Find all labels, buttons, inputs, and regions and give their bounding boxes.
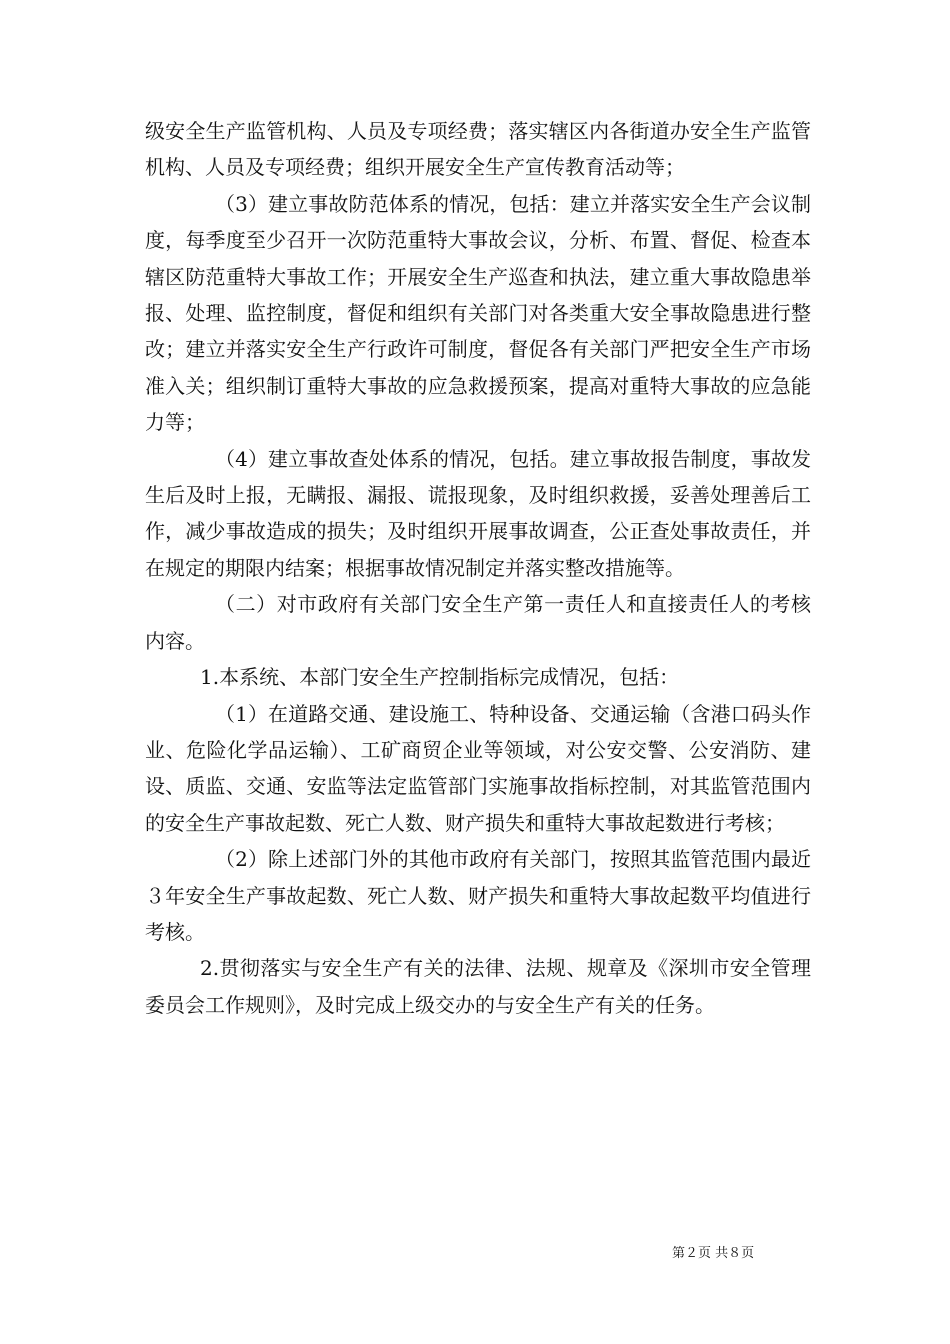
page-number: 第２页 共８页	[672, 1246, 755, 1261]
paragraph-2: （3）建立事故防范体系的情况，包括：建立并落实安全生产会议制度，每季度至少召开一次防范重特大事故会议，分析、布置、督促、检查本辖区防范重特大事故工作；开展安全生产巡查和执法，建立重大事故隐患举报、处理、监控制度，督促和组织有关部门对各类重大安全事故隐患进行整改；建立并落实安全生产行政许可制度，督促各有关部门严把安全生产市场准入关；组织制订重特大事故的应急救援预案，提高对重特大事故的应急能力等；	[145, 191, 811, 435]
paragraph-4: （二）对市政府有关部门安全生产第一责任人和直接责任人的考核内容。	[145, 592, 811, 653]
paragraph-3: （4）建立事故查处体系的情况，包括。建立事故报告制度，事故发生后及时上报，无瞒报、漏报、谎报现象，及时组织救援，妥善处理善后工作，减少事故造成的损失；及时组织开展事故调查，公正查处事故责任，并在规定的期限内结案；根据事故情况制定并落实整改措施等。	[145, 446, 811, 580]
paragraph-8: 2.贯彻落实与安全生产有关的法律、法规、规章及《深圳市安全管理委员会工作规则》，及时完成上级交办的与安全生产有关的任务。	[145, 956, 811, 1017]
paragraph-5: 1.本系统、本部门安全生产控制指标完成情况，包括：	[200, 665, 680, 690]
paragraph-1: 级安全生产监管机构、人员及专项经费；落实辖区内各街道办安全生产监管机构、人员及专项经费；组织开展安全生产宣传教育活动等；	[145, 119, 811, 180]
paragraph-6: （1）在道路交通、建设施工、特种设备、交通运输（含港口码头作业、危险化学品运输）、工矿商贸企业等领域，对公安交警、公安消防、建设、质监、交通、安监等法定监管部门实施事故指标控制，对其监管范围内的安全生产事故起数、死亡人数、财产损失和重特大事故起数进行考核；	[145, 701, 811, 835]
paragraph-7: （2）除上述部门外的其他市政府有关部门，按照其监管范围内最近３年安全生产事故起数、死亡人数、财产损失和重特大事故起数平均值进行考核。	[145, 847, 811, 944]
document-body	[145, 113, 811, 1023]
